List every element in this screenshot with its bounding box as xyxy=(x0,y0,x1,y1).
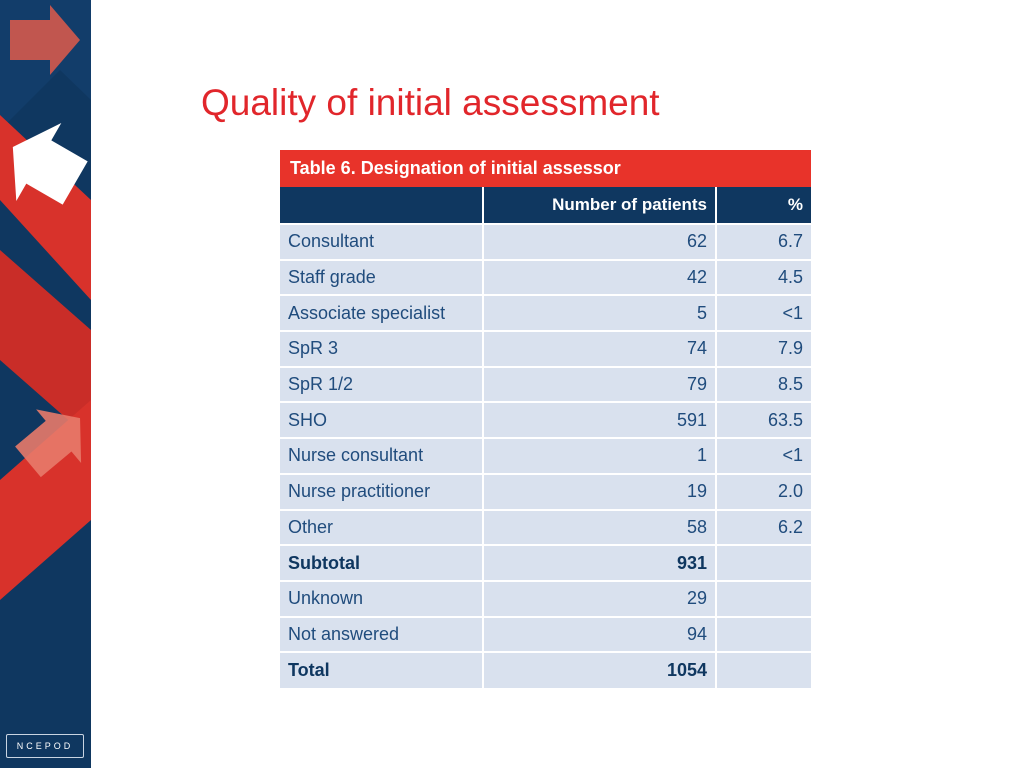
ncepod-logo: NCEPOD xyxy=(6,734,84,758)
row-patients: 5 xyxy=(483,295,716,331)
table-row xyxy=(280,581,811,617)
row-patients: 931 xyxy=(483,545,716,581)
table-row xyxy=(280,617,811,653)
assessor-table xyxy=(280,150,811,688)
total-row xyxy=(280,652,811,688)
row-label: Nurse consultant xyxy=(280,438,483,474)
row-label: Consultant xyxy=(280,224,483,260)
row-percent: <1 xyxy=(716,438,811,474)
row-percent xyxy=(716,581,811,617)
row-patients: 1054 xyxy=(483,652,716,688)
row-percent xyxy=(716,652,811,688)
header-label xyxy=(280,187,483,224)
table-row xyxy=(280,295,811,331)
subtotal-row xyxy=(280,545,811,581)
row-label: Associate specialist xyxy=(280,295,483,331)
row-label: Nurse practitioner xyxy=(280,474,483,510)
row-label: Not answered xyxy=(280,617,483,653)
header-percent: % xyxy=(716,187,811,224)
row-label: Subtotal xyxy=(280,545,483,581)
table-row xyxy=(280,438,811,474)
row-patients: 591 xyxy=(483,402,716,438)
table-caption: Table 6. Designation of initial assessor xyxy=(280,150,811,187)
table-row xyxy=(280,331,811,367)
row-label: Other xyxy=(280,510,483,546)
row-patients: 58 xyxy=(483,510,716,546)
row-label: SpR 1/2 xyxy=(280,367,483,403)
row-patients: 74 xyxy=(483,331,716,367)
row-patients: 94 xyxy=(483,617,716,653)
sidebar-decoration xyxy=(0,0,91,768)
arrow-pattern-icon xyxy=(0,0,91,768)
slide-title: Quality of initial assessment xyxy=(201,82,660,123)
row-percent: 8.5 xyxy=(716,367,811,403)
table-row xyxy=(280,510,811,546)
row-percent: 2.0 xyxy=(716,474,811,510)
row-label: Unknown xyxy=(280,581,483,617)
row-percent: 6.2 xyxy=(716,510,811,546)
row-patients: 79 xyxy=(483,367,716,403)
row-percent: 4.5 xyxy=(716,260,811,296)
row-label: Total xyxy=(280,652,483,688)
row-percent: 63.5 xyxy=(716,402,811,438)
table-row xyxy=(280,402,811,438)
row-percent: 7.9 xyxy=(716,331,811,367)
row-patients: 29 xyxy=(483,581,716,617)
table-row xyxy=(280,224,811,260)
row-label: SpR 3 xyxy=(280,331,483,367)
table-row xyxy=(280,260,811,296)
row-percent: 6.7 xyxy=(716,224,811,260)
row-patients: 19 xyxy=(483,474,716,510)
row-percent: <1 xyxy=(716,295,811,331)
row-percent xyxy=(716,545,811,581)
row-patients: 42 xyxy=(483,260,716,296)
row-label: SHO xyxy=(280,402,483,438)
row-patients: 62 xyxy=(483,224,716,260)
row-label: Staff grade xyxy=(280,260,483,296)
table-header-row xyxy=(280,187,811,224)
table-row xyxy=(280,367,811,403)
header-patients: Number of patients xyxy=(483,187,716,224)
row-percent xyxy=(716,617,811,653)
row-patients: 1 xyxy=(483,438,716,474)
table-row xyxy=(280,474,811,510)
